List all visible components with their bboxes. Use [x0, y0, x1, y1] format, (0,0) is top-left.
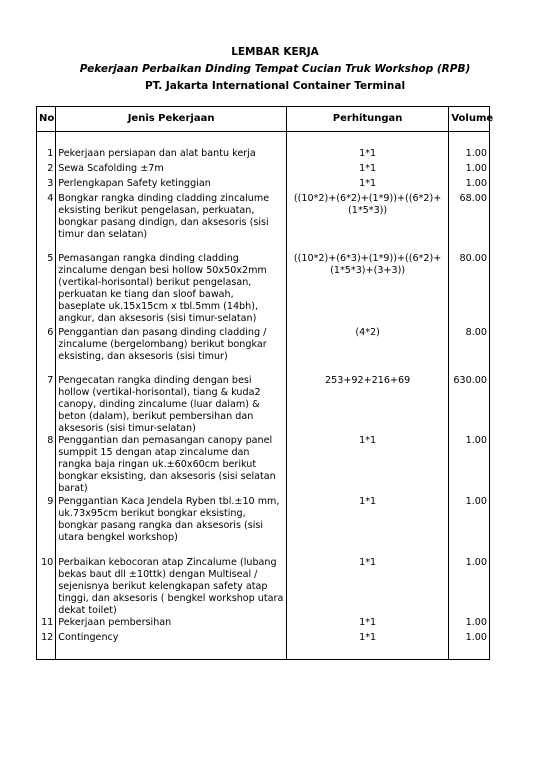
table-row [37, 557, 490, 617]
volume: 1.00 [449, 617, 490, 632]
volume: 68.00 [449, 193, 490, 253]
job-description: Perlengkapan Safety ketinggian [56, 178, 287, 193]
row-number: 12 [37, 632, 56, 647]
row-number: 4 [37, 193, 56, 253]
project-title: Pekerjaan Perbaikan Dinding Tempat Cucian Truk Workshop (RPB) [79, 63, 471, 75]
column-header-no: No [37, 107, 56, 132]
row-number: 1 [37, 148, 56, 163]
volume: 8.00 [449, 327, 490, 375]
table-row [37, 375, 490, 435]
volume: 1.00 [449, 632, 490, 647]
job-description: Contingency [56, 632, 287, 647]
table-row [37, 178, 490, 193]
volume: 80.00 [449, 253, 490, 327]
row-number: 11 [37, 617, 56, 632]
calculation: 1*1 [286, 557, 449, 617]
table-row [37, 327, 490, 375]
volume: 1.00 [449, 435, 490, 496]
job-description: Pemasangan rangka dinding cladding zincalume dengan besi hollow 50x50x2mm (vertikal-horisontal) berikut pengelasan, perkuatan ke tiang dan sloof bawah, baseplate uk.15x15cm x tbl.5mm (14bh), angkur, dan aksesoris (sisi timur-selatan) [56, 253, 287, 327]
row-number: 8 [37, 435, 56, 496]
spacer-row [37, 132, 490, 149]
job-description: Pekerjaan pembersihan [56, 617, 287, 632]
job-description: Penggantian dan pemasangan canopy panel sumppit 15 dengan atap zincalume dan rangka baja ringan uk.±60x60cm berikut bongkar eksisting, dan aksesoris (sisi selatan barat) [56, 435, 287, 496]
volume: 1.00 [449, 178, 490, 193]
company-name: PT. Jakarta International Container Terminal [144, 80, 406, 92]
calculation: (4*2) [286, 327, 449, 375]
column-header-volume: Volume [449, 107, 490, 132]
calculation: ((10*2)+(6*3)+(1*9))+((6*2)+(1*5*3)+(3+3)) [286, 253, 449, 327]
job-description: Bongkar rangka dinding cladding zincalume eksisting berikut pengelasan, perkuatan, bongkar pasang dindign, dan aksesoris (sisi timur dan selatan) [56, 193, 287, 253]
column-header-job: Jenis Pekerjaan [56, 107, 287, 132]
header-row [37, 107, 490, 132]
table-row [37, 632, 490, 647]
volume: 1.00 [449, 557, 490, 617]
calculation: 1*1 [286, 632, 449, 647]
column-header-calculation: Perhitungan [286, 107, 449, 132]
table-row [37, 617, 490, 632]
table-row [37, 193, 490, 253]
volume: 1.00 [449, 148, 490, 163]
calculation: 1*1 [286, 178, 449, 193]
sheet-title: LEMBAR KERJA [231, 46, 319, 58]
spacer-row [37, 647, 490, 659]
table-row [37, 163, 490, 178]
row-number: 2 [37, 163, 56, 178]
volume: 630.00 [449, 375, 490, 435]
calculation: 1*1 [286, 435, 449, 496]
calculation: 1*1 [286, 163, 449, 178]
row-number: 10 [37, 557, 56, 617]
table-row [37, 435, 490, 496]
row-number: 5 [37, 253, 56, 327]
table-row [37, 253, 490, 327]
table-row [37, 148, 490, 163]
job-description: Perbaikan kebocoran atap Zincalume (lubang bekas baut dll ±10ttk) dengan Multiseal / sejenisnya berikut kelengkapan safety atap tinggi, dan aksesoris ( bengkel workshop utara dekat toilet) [56, 557, 287, 617]
job-description: Pengecatan rangka dinding dengan besi hollow (vertikal-horisontal), tiang & kuda2 canopy, dinding zincalume (luar dalam) & beton (dalam), berikut pembersihan dan aksesoris (sisi timur-selatan) [56, 375, 287, 435]
volume: 1.00 [449, 163, 490, 178]
calculation: 1*1 [286, 148, 449, 163]
job-description: Sewa Scafolding ±7m [56, 163, 287, 178]
row-number: 6 [37, 327, 56, 375]
worksheet-table [36, 106, 494, 660]
job-description: Pekerjaan persiapan dan alat bantu kerja [56, 148, 287, 163]
row-number: 7 [37, 375, 56, 435]
calculation: 1*1 [286, 496, 449, 557]
calculation: 253+92+216+69 [286, 375, 449, 435]
job-description: Penggantian Kaca Jendela Ryben tbl.±10 mm, uk.73x95cm berikut bongkar eksisting, bongkar pasang rangka dan aksesoris (sisi utara bengkel workshop) [56, 496, 287, 557]
row-number: 3 [37, 178, 56, 193]
volume: 1.00 [449, 496, 490, 557]
job-description: Penggantian dan pasang dinding cladding / zincalume (bergelombang) berikut bongkar eksisting, dan aksesoris (sisi timur) [56, 327, 287, 375]
table-row [37, 496, 490, 557]
row-number: 9 [37, 496, 56, 557]
calculation: 1*1 [286, 617, 449, 632]
calculation: ((10*2)+(6*2)+(1*9))+((6*2)+(1*5*3)) [286, 193, 449, 253]
